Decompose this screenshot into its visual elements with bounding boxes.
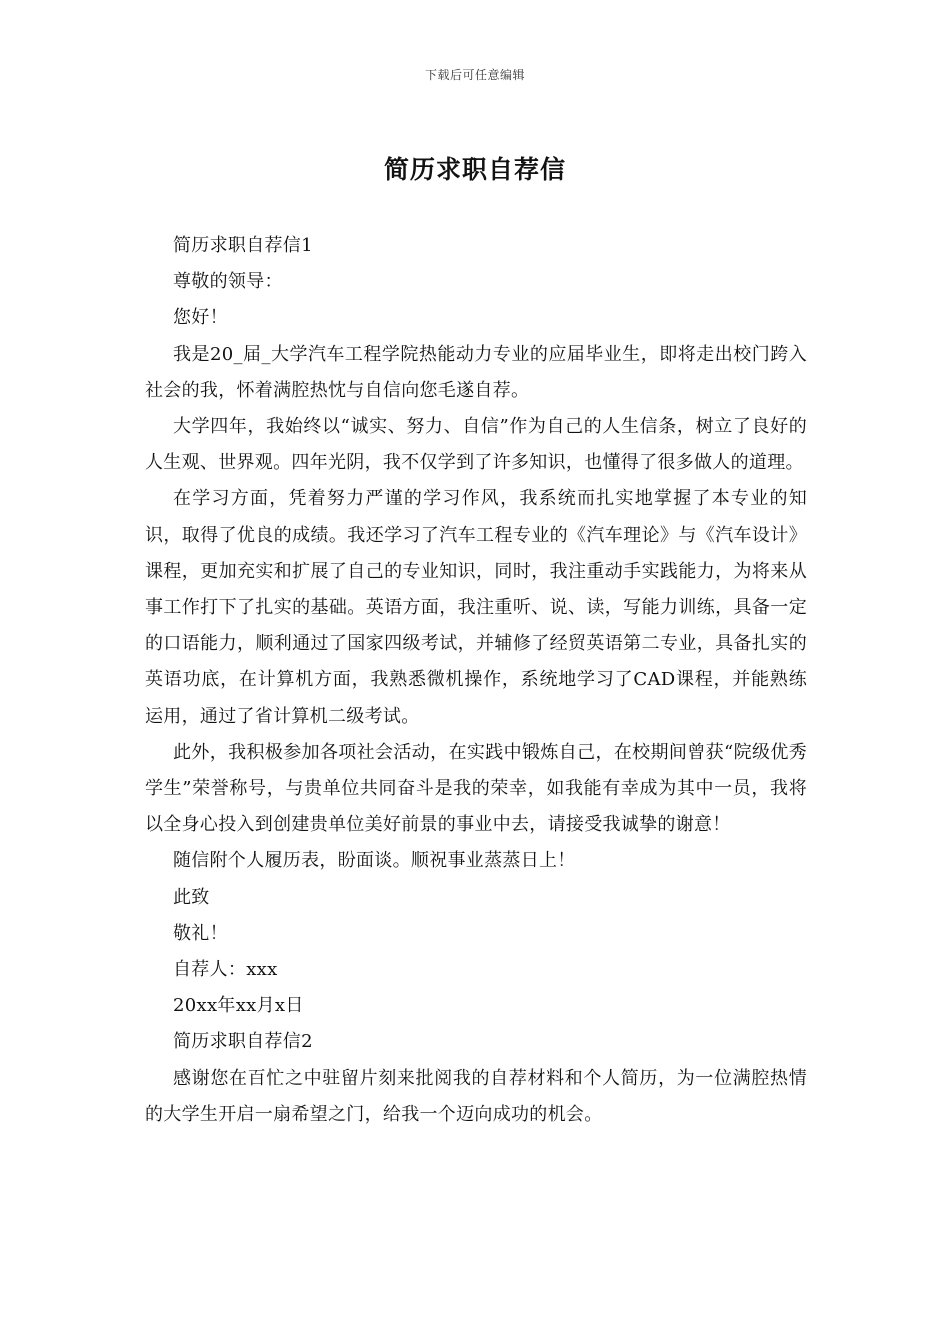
greeting: 您好！ <box>173 307 228 329</box>
paragraph-university: 大学四年，我始终以“诚实、努力、自信”作为自己的人生信条，树立了良好的人生观、世界观。四年光阴，我不仅学到了许多知识，也懂得了很多做人的道理。 <box>145 416 807 474</box>
paragraph-study: 在学习方面，凭着努力严谨的学习作风，我系统而扎实地掌握了本专业的知识，取得了优良的成绩。我还学习了汽车工程专业的《汽车理论》与《汽车设计》课程，更加充实和扩展了自己的专业知识，同时，我注重动手实践能力，为将来从事工作打下了扎实的基础。英语方面，我注重听、说、读，写能力训练，具备一定的口语能力，顺利通过了国家四级考试，并辅修了经贸英语第二专业，具备扎实的英语功底，在计算机方面，我熟悉微机操作，系统地学习了CAD课程，并能熟练运用，通过了省计算机二级考试。 <box>145 488 807 727</box>
salutation: 尊敬的领导： <box>173 271 283 293</box>
closing-2: 敬礼！ <box>173 922 228 944</box>
letter-heading-2: 简历求职自荐信2 <box>173 1031 313 1053</box>
signature: 自荐人：xxx <box>173 959 278 981</box>
document-title: 简历求职自荐信 <box>383 155 566 184</box>
paragraph-thanks: 感谢您在百忙之中驻留片刻来批阅我的自荐材料和个人简历，为一位满腔热情的大学生开启一扇希望之门，给我一个迈向成功的机会。 <box>145 1067 807 1125</box>
closing-1: 此致 <box>173 886 210 908</box>
header-note: 下载后可任意编辑 <box>424 68 525 82</box>
paragraph-attachment: 随信附个人履历表，盼面谈。顺祝事业蒸蒸日上！ <box>173 850 576 872</box>
letter-heading-1: 简历求职自荐信1 <box>173 235 313 256</box>
document-body <box>145 228 807 1133</box>
paragraph-intro: 我是20_届_大学汽车工程学院热能动力专业的应届毕业生，即将走出校门跨入社会的我，怀着满腔热忱与自信向您毛遂自荐。 <box>145 343 807 401</box>
date-line: 20xx年xx月x日 <box>173 995 304 1017</box>
paragraph-activities: 此外，我积极参加各项社会活动，在实践中锻炼自己，在校期间曾获“院级优秀学生”荣誉称号，与贵单位共同奋斗是我的荣幸，如我能有幸成为其中一员，我将以全身心投入到创建贵单位美好前景的事业中去，请接受我诚挚的谢意！ <box>145 741 807 836</box>
